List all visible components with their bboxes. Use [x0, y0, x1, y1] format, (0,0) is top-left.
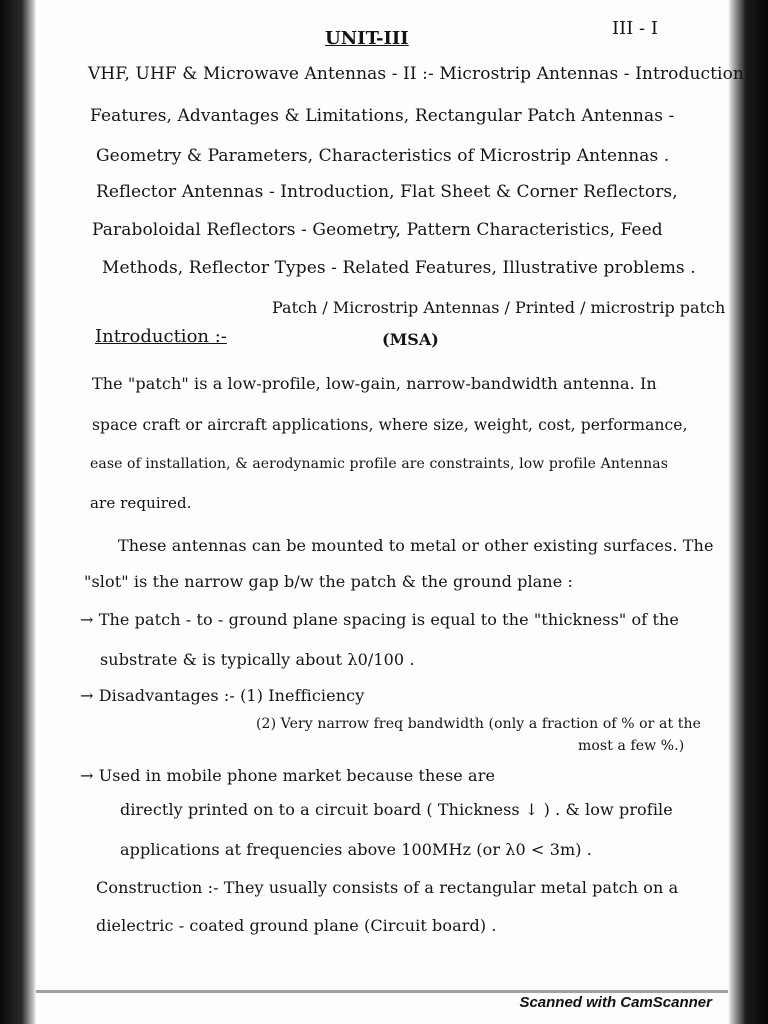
section-subheading: Patch / Microstrip Antennas / Printed / microstrip patch: [272, 298, 726, 317]
body-line: → The patch - to - ground plane spacing is equal to the "thickness" of the: [80, 610, 680, 629]
camscanner-watermark: Scanned with CamScanner: [519, 994, 712, 1011]
syllabus-line: Reflector Antennas - Introduction, Flat Sheet & Corner Reflectors,: [96, 182, 678, 202]
syllabus-line: VHF, UHF & Microwave Antennas - II :- Microstrip Antennas - Introduction,: [88, 64, 750, 84]
body-line: ease of installation, & aerodynamic profile are constraints, low profile Antennas: [90, 456, 669, 472]
body-line: most a few %.): [578, 738, 685, 754]
msa-abbreviation: (MSA): [382, 330, 439, 349]
body-line: dielectric - coated ground plane (Circuit board) .: [96, 916, 497, 935]
syllabus-line: Geometry & Parameters, Characteristics of Microstrip Antennas .: [96, 146, 670, 166]
syllabus-line: Methods, Reflector Types - Related Features, Illustrative problems .: [102, 258, 696, 278]
body-line: space craft or aircraft applications, where size, weight, cost, performance,: [92, 416, 688, 434]
body-line: are required.: [90, 494, 192, 512]
body-line: Construction :- They usually consists of a rectangular metal patch on a: [96, 878, 679, 897]
syllabus-line: Paraboloidal Reflectors - Geometry, Pattern Characteristics, Feed: [92, 220, 663, 240]
body-line: substrate & is typically about λ0/100 .: [100, 650, 415, 669]
unit-title: UNIT-III: [325, 28, 409, 49]
body-line: (2) Very narrow freq bandwidth (only a fraction of % or at the: [256, 716, 701, 732]
body-line: These antennas can be mounted to metal or other existing surfaces. The: [118, 536, 714, 555]
body-line: "slot" is the narrow gap b/w the patch & the ground plane :: [84, 572, 573, 591]
syllabus-line: Features, Advantages & Limitations, Rectangular Patch Antennas -: [90, 106, 675, 126]
body-line: The "patch" is a low-profile, low-gain, narrow-bandwidth antenna. In: [92, 374, 657, 393]
body-line: → Disadvantages :- (1) Inefficiency: [80, 686, 365, 705]
semester-label: III - I: [612, 18, 658, 39]
body-line: applications at frequencies above 100MHz (or λ0 < 3m) .: [120, 840, 592, 859]
left-page-shadow: [0, 0, 36, 1024]
body-line: directly printed on to a circuit board ( Thickness ↓ ) . & low profile: [120, 800, 673, 819]
page-bottom-edge: [36, 990, 728, 993]
introduction-heading: Introduction :-: [95, 326, 227, 347]
right-page-shadow: [728, 0, 768, 1024]
body-line: → Used in mobile phone market because these are: [80, 766, 496, 785]
